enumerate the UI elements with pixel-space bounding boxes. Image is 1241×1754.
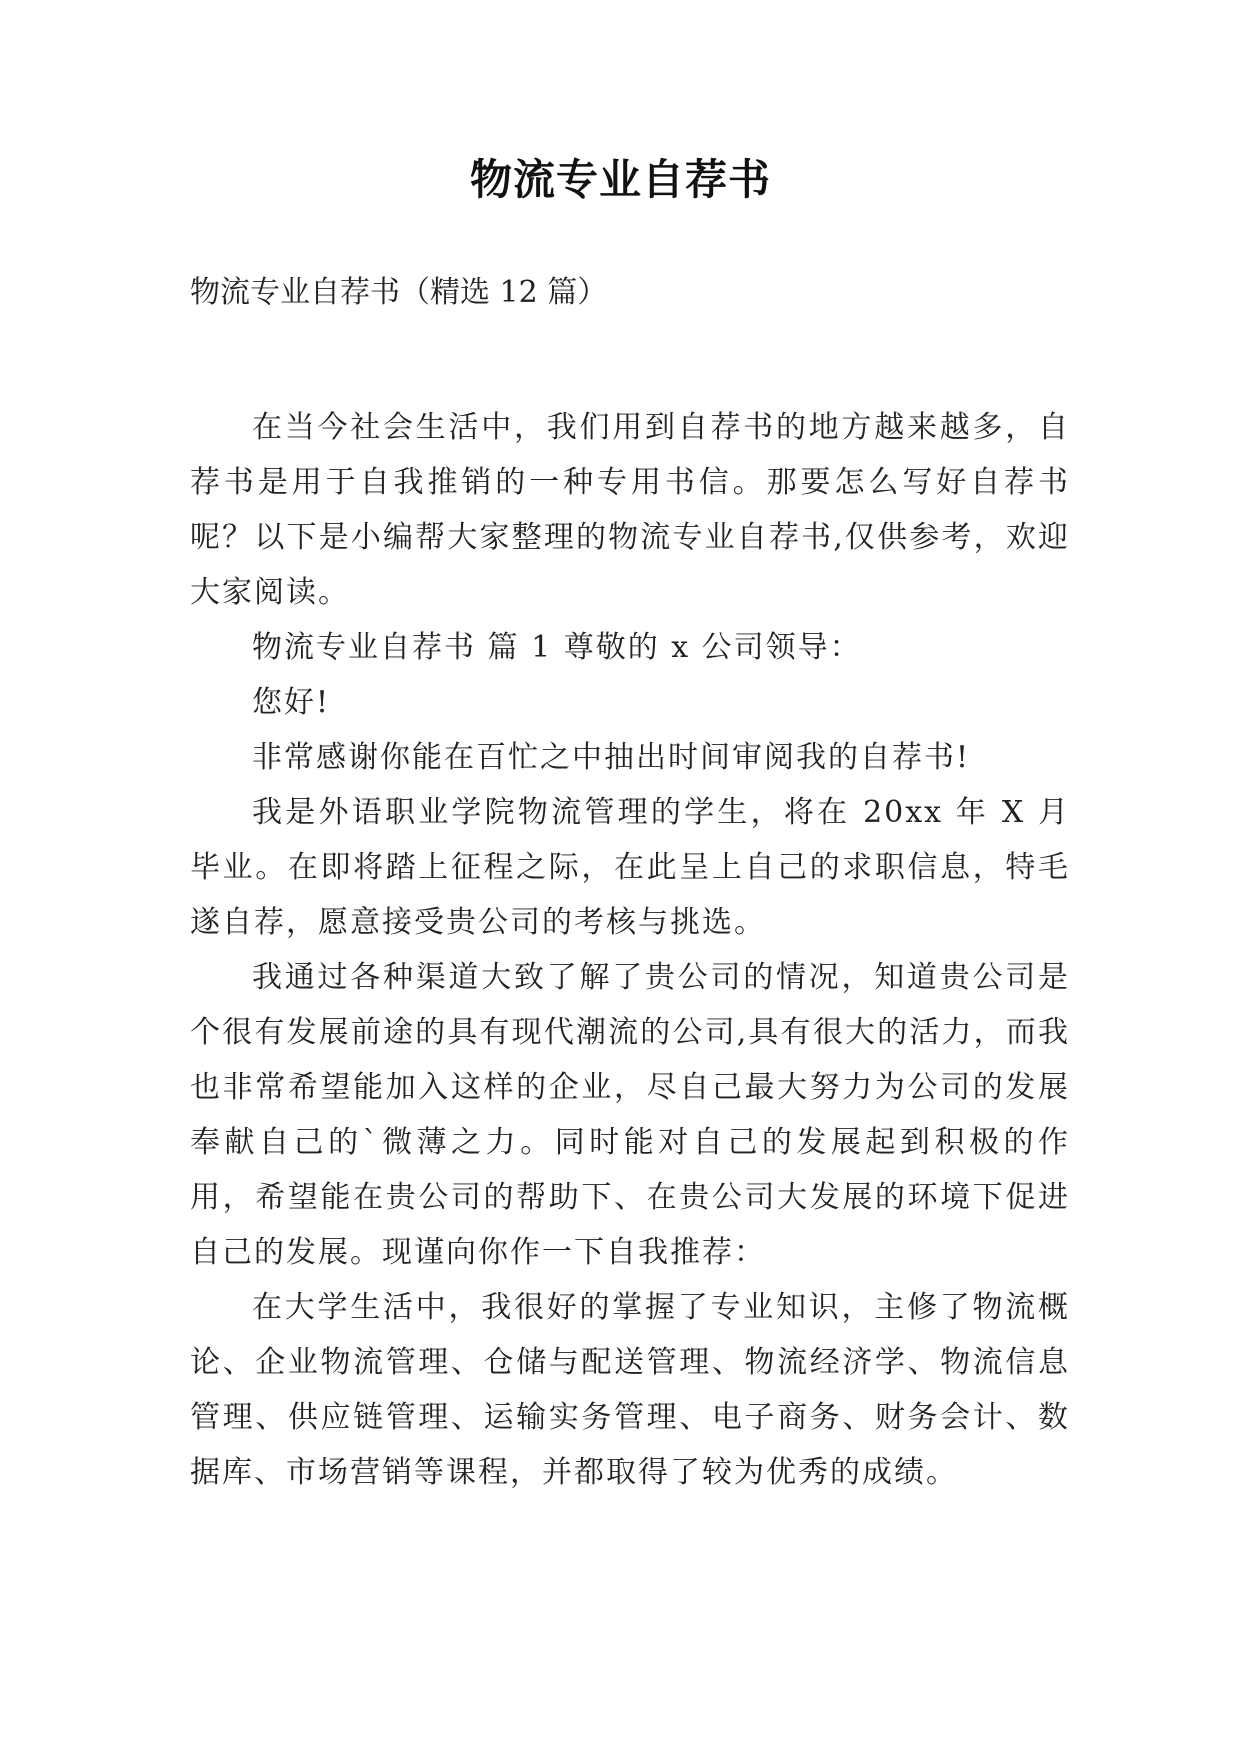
paragraph-thanks: 非常感谢你能在百忙之中抽出时间审阅我的自荐书! (252, 740, 971, 775)
document-title: 物流专业自荐书 (469, 155, 771, 204)
paragraph-intro: 在当今社会生活中，我们用到自荐书的地方越来越多，自荐书是用于自我推销的一种专用书信。那要怎么写好自荐书呢？以下是小编帮大家整理的物流专业自荐书,仅供参考，欢迎大家阅读。 (190, 410, 1070, 610)
paragraph-greeting: 您好! (252, 685, 331, 720)
paragraph-company: 我通过各种渠道大致了解了贵公司的情况，知道贵公司是个很有发展前途的具有现代潮流的公司,具有很大的活力，而我也非常希望能加入这样的企业，尽自己最大努力为公司的发展奉献自己的`微薄之力。同时能对自己的发展起到积极的作用，希望能在贵公司的帮助下、在贵公司大发展的环境下促进自己的发展。现谨向你作一下自我推荐： (190, 960, 1070, 1270)
paragraph-self-intro: 我是外语职业学院物流管理的学生，将在 20xx 年 X 月毕业。在即将踏上征程之际，在此呈上自己的求职信息，特毛遂自荐，愿意接受贵公司的考核与挑选。 (190, 795, 1070, 940)
document-body (190, 400, 1070, 1500)
document-subtitle: 物流专业自荐书（精选 12 篇） (190, 275, 608, 310)
paragraph-salutation: 物流专业自荐书 篇 1 尊敬的 x 公司领导： (252, 630, 862, 665)
paragraph-courses: 在大学生活中，我很好的掌握了专业知识，主修了物流概论、企业物流管理、仓储与配送管理、物流经济学、物流信息管理、供应链管理、运输实务管理、电子商务、财务会计、数据库、市场营销等课程，并都取得了较为优秀的成绩。 (190, 1290, 1070, 1490)
